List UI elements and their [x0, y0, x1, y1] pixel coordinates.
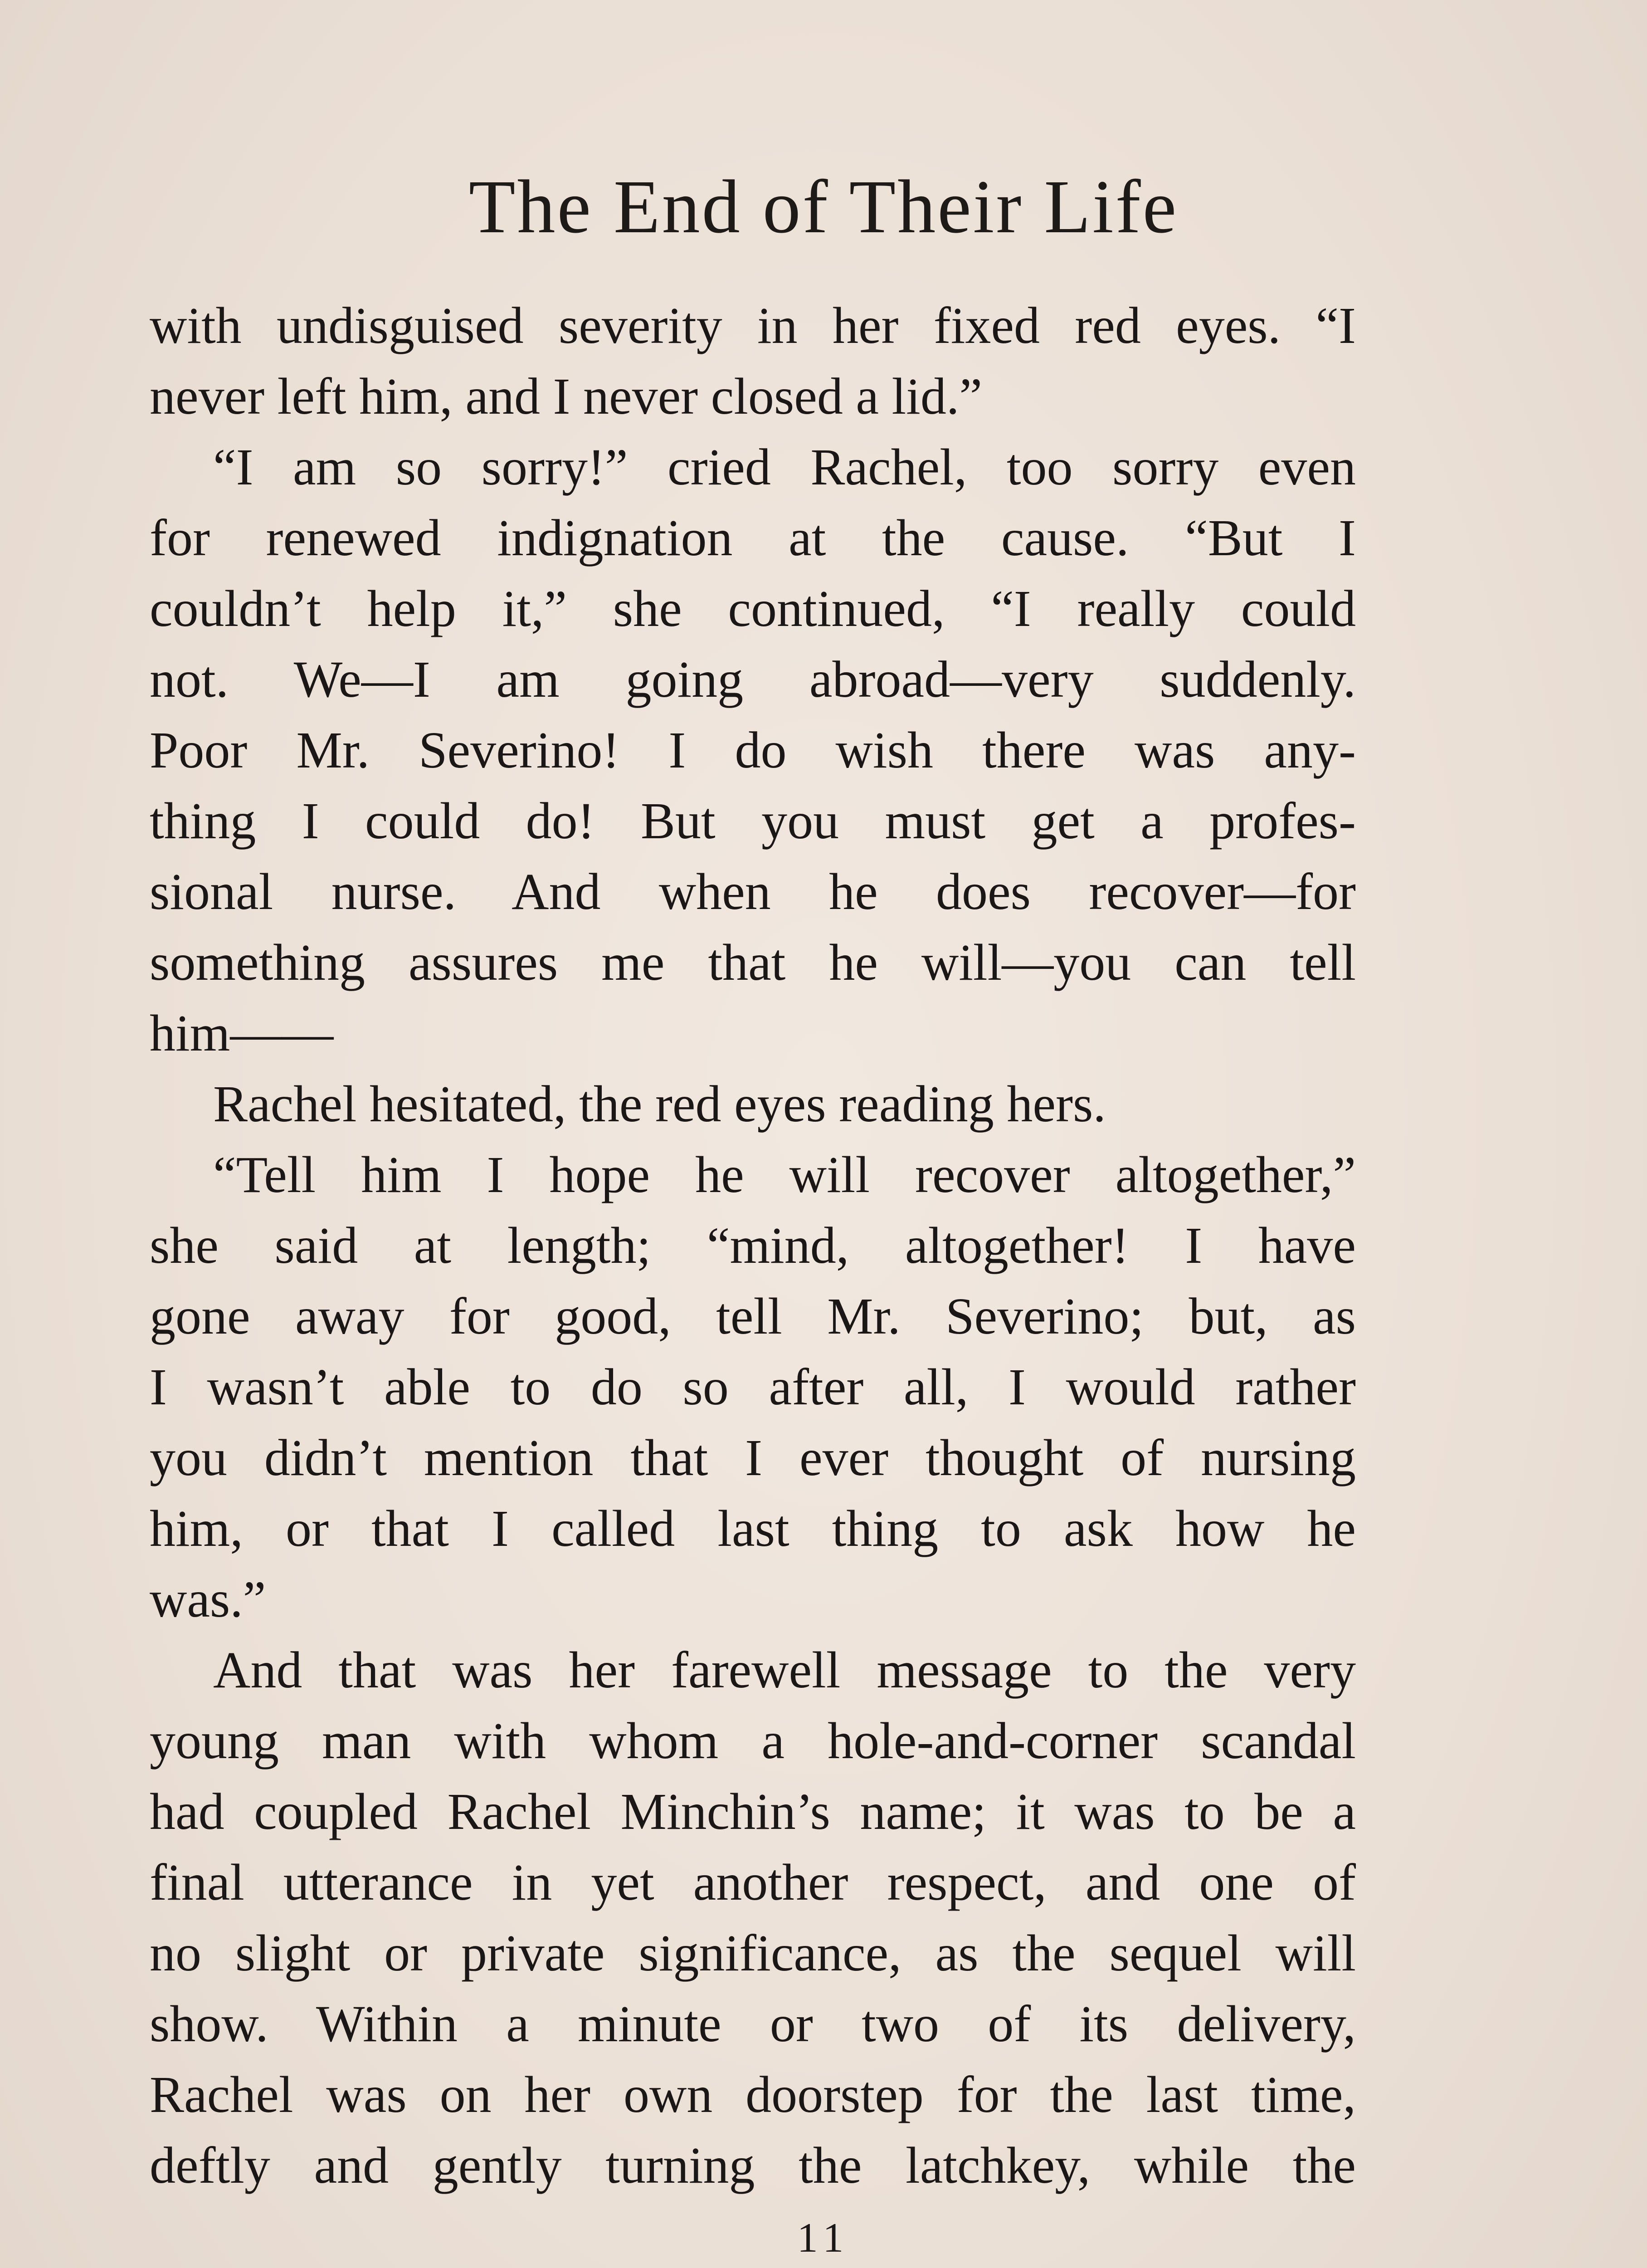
text-line: gone away for good, tell Mr. Severino; but, as [150, 1287, 1356, 1345]
text-line: couldn’t help it,” she continued, “I really could [150, 580, 1356, 637]
text-line: Rachel was on her own doorstep for the last time, [150, 2066, 1356, 2123]
text-line: sional nurse. And when he does recover—for [150, 863, 1356, 920]
text-line: for renewed indignation at the cause. “But I [150, 509, 1356, 567]
text-line: thing I could do! But you must get a profes- [150, 792, 1356, 850]
text-line: you didn’t mention that I ever thought of nursing [150, 1429, 1356, 1486]
text-line: show. Within a minute or two of its delivery, [150, 1995, 1356, 2053]
text-line: Rachel hesitated, the red eyes reading hers. [213, 1075, 1106, 1133]
text-line: Poor Mr. Severino! I do wish there was any- [150, 721, 1356, 779]
page-number: 11 [797, 2214, 850, 2261]
text-line: final utterance in yet another respect, and one of [150, 1853, 1356, 1911]
text-line: “I am so sorry!” cried Rachel, too sorry even [213, 438, 1356, 496]
body-text [150, 290, 1356, 2201]
text-line: him, or that I called last thing to ask how he [150, 1500, 1356, 1557]
text-line: she said at length; “mind, altogether! I have [150, 1217, 1356, 1274]
text-line: And that was her farewell message to the very [213, 1641, 1356, 1699]
text-line: something assures me that he will—you can tell [150, 934, 1356, 991]
text-line: no slight or private significance, as the sequel will [150, 1924, 1356, 1982]
text-line: not. We—I am going abroad—very suddenly. [150, 650, 1356, 708]
text-line: had coupled Rachel Minchin’s name; it was to be a [150, 1783, 1356, 1840]
text-line: with undisguised severity in her fixed red eyes. “I [150, 297, 1356, 354]
text-line: “Tell him I hope he will recover altogether,” [213, 1146, 1356, 1203]
text-line: never left him, and I never closed a lid.” [150, 367, 982, 425]
text-line: deftly and gently turning the latchkey, while the [150, 2136, 1356, 2194]
running-head: The End of Their Life [468, 165, 1179, 249]
text-line: young man with whom a hole-and-corner scandal [150, 1712, 1356, 1769]
text-line: him—— [150, 1004, 334, 1062]
text-line: was.” [150, 1570, 266, 1628]
text-line: I wasn’t able to do so after all, I would rather [150, 1358, 1356, 1416]
